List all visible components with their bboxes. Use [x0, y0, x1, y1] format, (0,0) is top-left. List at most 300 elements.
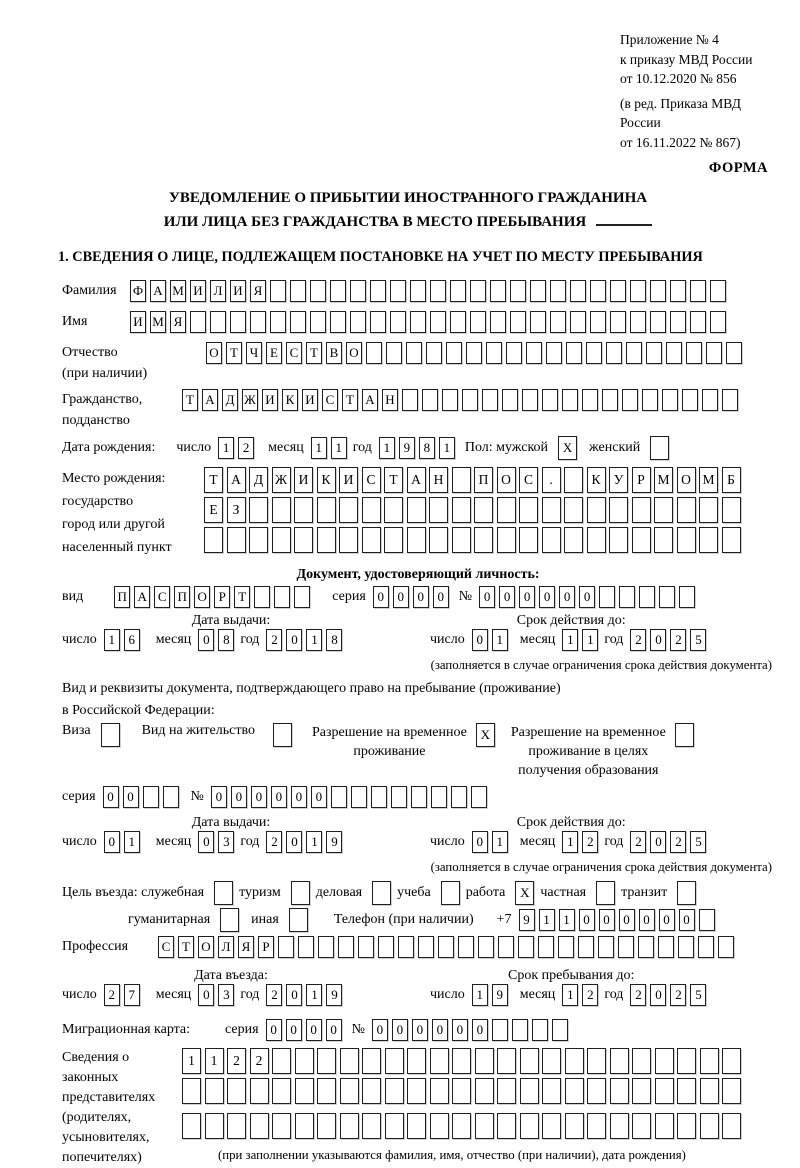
- char-cell[interactable]: [451, 786, 467, 808]
- char-cell[interactable]: О: [497, 467, 516, 493]
- char-cell[interactable]: Н: [429, 467, 448, 493]
- char-cell[interactable]: Ч: [246, 342, 262, 364]
- char-cell[interactable]: [430, 1048, 449, 1074]
- char-cell[interactable]: 2: [670, 831, 686, 853]
- char-cell[interactable]: [362, 1078, 381, 1104]
- char-cell[interactable]: [510, 280, 526, 302]
- char-cell[interactable]: 3: [218, 831, 234, 853]
- char-cell[interactable]: [490, 280, 506, 302]
- char-cell[interactable]: 0: [650, 984, 666, 1006]
- char-cell[interactable]: [249, 497, 268, 523]
- char-cell[interactable]: [486, 342, 502, 364]
- char-cell[interactable]: [587, 1048, 606, 1074]
- char-cell[interactable]: [272, 1048, 291, 1074]
- char-cell[interactable]: Т: [178, 936, 194, 958]
- char-cell[interactable]: [632, 1078, 651, 1104]
- char-cell[interactable]: [654, 527, 673, 553]
- char-cell[interactable]: 0: [393, 586, 409, 608]
- char-cell[interactable]: [670, 280, 686, 302]
- char-cell[interactable]: 0: [311, 786, 327, 808]
- char-cell[interactable]: 0: [639, 909, 655, 931]
- char-cell[interactable]: [530, 280, 546, 302]
- char-cell[interactable]: [418, 936, 434, 958]
- char-cell[interactable]: Д: [249, 467, 268, 493]
- char-cell[interactable]: 6: [124, 629, 140, 651]
- char-cell[interactable]: 0: [599, 909, 615, 931]
- char-cell[interactable]: 2: [266, 629, 282, 651]
- char-cell[interactable]: 0: [286, 629, 302, 651]
- char-cell[interactable]: 2: [630, 629, 646, 651]
- char-cell[interactable]: [659, 586, 675, 608]
- char-cell[interactable]: [390, 280, 406, 302]
- char-cell[interactable]: [452, 467, 471, 493]
- char-cell[interactable]: [655, 1113, 674, 1139]
- char-cell[interactable]: 2: [630, 984, 646, 1006]
- char-cell[interactable]: 9: [326, 831, 342, 853]
- char-cell[interactable]: [452, 1078, 471, 1104]
- char-cell[interactable]: Е: [266, 342, 282, 364]
- char-cell[interactable]: [272, 497, 291, 523]
- char-cell[interactable]: 0: [579, 586, 595, 608]
- char-cell[interactable]: [227, 527, 246, 553]
- char-cell[interactable]: [646, 342, 662, 364]
- char-cell[interactable]: [446, 342, 462, 364]
- purpose-official-checkbox[interactable]: [214, 881, 233, 905]
- char-cell[interactable]: 1: [104, 629, 120, 651]
- char-cell[interactable]: С: [362, 467, 381, 493]
- char-cell[interactable]: [450, 280, 466, 302]
- char-cell[interactable]: 1: [182, 1048, 201, 1074]
- char-cell[interactable]: 1: [492, 629, 508, 651]
- char-cell[interactable]: [639, 586, 655, 608]
- char-cell[interactable]: 0: [326, 1019, 342, 1041]
- char-cell[interactable]: [362, 1113, 381, 1139]
- char-cell[interactable]: [606, 342, 622, 364]
- char-cell[interactable]: 8: [218, 629, 234, 651]
- char-cell[interactable]: [272, 527, 291, 553]
- char-cell[interactable]: [565, 1048, 584, 1074]
- char-cell[interactable]: К: [282, 389, 298, 411]
- char-cell[interactable]: [598, 936, 614, 958]
- char-cell[interactable]: [722, 1113, 741, 1139]
- char-cell[interactable]: Н: [382, 389, 398, 411]
- char-cell[interactable]: 1: [205, 1048, 224, 1074]
- char-cell[interactable]: [564, 527, 583, 553]
- char-cell[interactable]: 1: [472, 984, 488, 1006]
- char-cell[interactable]: [422, 389, 438, 411]
- char-cell[interactable]: И: [190, 280, 206, 302]
- char-cell[interactable]: П: [114, 586, 130, 608]
- char-cell[interactable]: А: [407, 467, 426, 493]
- char-cell[interactable]: С: [519, 467, 538, 493]
- char-cell[interactable]: [650, 280, 666, 302]
- temp-residence-education-checkbox[interactable]: [675, 723, 694, 747]
- char-cell[interactable]: Т: [234, 586, 250, 608]
- char-cell[interactable]: 0: [433, 586, 449, 608]
- char-cell[interactable]: Т: [384, 467, 403, 493]
- char-cell[interactable]: [470, 311, 486, 333]
- char-cell[interactable]: М: [150, 311, 166, 333]
- char-cell[interactable]: Т: [204, 467, 223, 493]
- char-cell[interactable]: 0: [104, 831, 120, 853]
- char-cell[interactable]: [562, 389, 578, 411]
- char-cell[interactable]: [339, 527, 358, 553]
- char-cell[interactable]: [411, 786, 427, 808]
- char-cell[interactable]: [204, 527, 223, 553]
- char-cell[interactable]: [317, 527, 336, 553]
- char-cell[interactable]: .: [542, 467, 561, 493]
- char-cell[interactable]: С: [286, 342, 302, 364]
- char-cell[interactable]: [471, 786, 487, 808]
- char-cell[interactable]: [295, 1113, 314, 1139]
- char-cell[interactable]: 1: [562, 831, 578, 853]
- char-cell[interactable]: [362, 527, 381, 553]
- purpose-work-checkbox[interactable]: X: [515, 881, 534, 905]
- char-cell[interactable]: Е: [204, 497, 223, 523]
- char-cell[interactable]: [702, 389, 718, 411]
- char-cell[interactable]: [430, 1113, 449, 1139]
- char-cell[interactable]: 0: [539, 586, 555, 608]
- char-cell[interactable]: 0: [372, 1019, 388, 1041]
- char-cell[interactable]: [340, 1048, 359, 1074]
- char-cell[interactable]: [610, 1078, 629, 1104]
- char-cell[interactable]: [706, 342, 722, 364]
- char-cell[interactable]: А: [202, 389, 218, 411]
- char-cell[interactable]: 0: [413, 586, 429, 608]
- char-cell[interactable]: [385, 1113, 404, 1139]
- char-cell[interactable]: 2: [670, 629, 686, 651]
- char-cell[interactable]: [317, 1113, 336, 1139]
- char-cell[interactable]: 0: [432, 1019, 448, 1041]
- char-cell[interactable]: [587, 1078, 606, 1104]
- char-cell[interactable]: [407, 1078, 426, 1104]
- char-cell[interactable]: [371, 786, 387, 808]
- char-cell[interactable]: [686, 342, 702, 364]
- char-cell[interactable]: [526, 342, 542, 364]
- char-cell[interactable]: [452, 1048, 471, 1074]
- char-cell[interactable]: [550, 280, 566, 302]
- char-cell[interactable]: [143, 786, 159, 808]
- char-cell[interactable]: [502, 389, 518, 411]
- char-cell[interactable]: [230, 311, 246, 333]
- char-cell[interactable]: 1: [559, 909, 575, 931]
- char-cell[interactable]: [677, 1078, 696, 1104]
- char-cell[interactable]: 0: [103, 786, 119, 808]
- purpose-tourism-checkbox[interactable]: [291, 881, 310, 905]
- char-cell[interactable]: Л: [210, 280, 226, 302]
- char-cell[interactable]: 1: [539, 909, 555, 931]
- char-cell[interactable]: 0: [650, 629, 666, 651]
- char-cell[interactable]: Я: [170, 311, 186, 333]
- char-cell[interactable]: [630, 280, 646, 302]
- char-cell[interactable]: 0: [198, 984, 214, 1006]
- char-cell[interactable]: [506, 342, 522, 364]
- char-cell[interactable]: 0: [452, 1019, 468, 1041]
- char-cell[interactable]: [618, 936, 634, 958]
- char-cell[interactable]: 2: [104, 984, 120, 1006]
- char-cell[interactable]: [250, 311, 266, 333]
- char-cell[interactable]: [677, 497, 696, 523]
- char-cell[interactable]: [630, 311, 646, 333]
- char-cell[interactable]: [406, 342, 422, 364]
- purpose-other-checkbox[interactable]: [289, 908, 308, 932]
- char-cell[interactable]: [295, 1078, 314, 1104]
- char-cell[interactable]: [254, 586, 270, 608]
- char-cell[interactable]: Л: [218, 936, 234, 958]
- char-cell[interactable]: С: [322, 389, 338, 411]
- char-cell[interactable]: [475, 1078, 494, 1104]
- char-cell[interactable]: 1: [218, 437, 234, 459]
- char-cell[interactable]: [402, 389, 418, 411]
- char-cell[interactable]: [362, 1048, 381, 1074]
- purpose-humanitarian-checkbox[interactable]: [220, 908, 239, 932]
- char-cell[interactable]: 0: [198, 629, 214, 651]
- char-cell[interactable]: [227, 1078, 246, 1104]
- char-cell[interactable]: 2: [670, 984, 686, 1006]
- char-cell[interactable]: 1: [306, 831, 322, 853]
- char-cell[interactable]: [270, 311, 286, 333]
- char-cell[interactable]: [677, 1113, 696, 1139]
- char-cell[interactable]: [658, 936, 674, 958]
- char-cell[interactable]: [386, 342, 402, 364]
- char-cell[interactable]: 0: [291, 786, 307, 808]
- char-cell[interactable]: Д: [222, 389, 238, 411]
- char-cell[interactable]: [340, 1078, 359, 1104]
- char-cell[interactable]: [546, 342, 562, 364]
- char-cell[interactable]: [632, 527, 651, 553]
- char-cell[interactable]: [490, 311, 506, 333]
- char-cell[interactable]: [407, 1048, 426, 1074]
- char-cell[interactable]: 0: [392, 1019, 408, 1041]
- char-cell[interactable]: [632, 1113, 651, 1139]
- char-cell[interactable]: 2: [630, 831, 646, 853]
- char-cell[interactable]: О: [346, 342, 362, 364]
- char-cell[interactable]: [410, 311, 426, 333]
- char-cell[interactable]: [662, 389, 678, 411]
- char-cell[interactable]: [430, 311, 446, 333]
- char-cell[interactable]: [520, 1048, 539, 1074]
- char-cell[interactable]: Ф: [130, 280, 146, 302]
- purpose-study-checkbox[interactable]: [441, 881, 460, 905]
- residence-permit-checkbox[interactable]: [273, 723, 292, 747]
- char-cell[interactable]: [542, 497, 561, 523]
- char-cell[interactable]: [710, 280, 726, 302]
- char-cell[interactable]: [163, 786, 179, 808]
- char-cell[interactable]: [497, 527, 516, 553]
- char-cell[interactable]: [462, 389, 478, 411]
- char-cell[interactable]: [190, 311, 206, 333]
- char-cell[interactable]: [542, 1048, 561, 1074]
- char-cell[interactable]: 0: [286, 831, 302, 853]
- char-cell[interactable]: 9: [326, 984, 342, 1006]
- char-cell[interactable]: [552, 1019, 568, 1041]
- char-cell[interactable]: 1: [306, 984, 322, 1006]
- char-cell[interactable]: [385, 1048, 404, 1074]
- char-cell[interactable]: [482, 389, 498, 411]
- char-cell[interactable]: [290, 311, 306, 333]
- male-checkbox[interactable]: X: [558, 436, 577, 460]
- char-cell[interactable]: [384, 497, 403, 523]
- char-cell[interactable]: И: [230, 280, 246, 302]
- char-cell[interactable]: 0: [472, 629, 488, 651]
- char-cell[interactable]: 0: [198, 831, 214, 853]
- char-cell[interactable]: Т: [226, 342, 242, 364]
- char-cell[interactable]: [565, 1078, 584, 1104]
- char-cell[interactable]: [474, 527, 493, 553]
- char-cell[interactable]: [632, 497, 651, 523]
- char-cell[interactable]: Я: [250, 280, 266, 302]
- char-cell[interactable]: [565, 1113, 584, 1139]
- char-cell[interactable]: [609, 527, 628, 553]
- char-cell[interactable]: И: [302, 389, 318, 411]
- visa-checkbox[interactable]: [101, 723, 120, 747]
- char-cell[interactable]: [722, 389, 738, 411]
- char-cell[interactable]: [550, 311, 566, 333]
- char-cell[interactable]: [512, 1019, 528, 1041]
- char-cell[interactable]: [458, 936, 474, 958]
- char-cell[interactable]: Ж: [272, 467, 291, 493]
- char-cell[interactable]: [655, 1048, 674, 1074]
- char-cell[interactable]: Т: [306, 342, 322, 364]
- char-cell[interactable]: 0: [412, 1019, 428, 1041]
- char-cell[interactable]: [249, 527, 268, 553]
- char-cell[interactable]: 0: [123, 786, 139, 808]
- char-cell[interactable]: 0: [650, 831, 666, 853]
- char-cell[interactable]: 0: [579, 909, 595, 931]
- char-cell[interactable]: [205, 1078, 224, 1104]
- char-cell[interactable]: М: [170, 280, 186, 302]
- char-cell[interactable]: [570, 311, 586, 333]
- char-cell[interactable]: [558, 936, 574, 958]
- char-cell[interactable]: Т: [342, 389, 358, 411]
- char-cell[interactable]: 9: [492, 984, 508, 1006]
- char-cell[interactable]: [339, 497, 358, 523]
- char-cell[interactable]: 1: [124, 831, 140, 853]
- char-cell[interactable]: [295, 1048, 314, 1074]
- char-cell[interactable]: [610, 1113, 629, 1139]
- char-cell[interactable]: 0: [472, 831, 488, 853]
- char-cell[interactable]: [182, 1078, 201, 1104]
- char-cell[interactable]: [690, 311, 706, 333]
- char-cell[interactable]: [350, 280, 366, 302]
- char-cell[interactable]: [519, 497, 538, 523]
- char-cell[interactable]: [358, 936, 374, 958]
- char-cell[interactable]: 9: [519, 909, 535, 931]
- char-cell[interactable]: [677, 527, 696, 553]
- char-cell[interactable]: 0: [286, 1019, 302, 1041]
- char-cell[interactable]: [227, 1113, 246, 1139]
- char-cell[interactable]: [450, 311, 466, 333]
- char-cell[interactable]: 2: [227, 1048, 246, 1074]
- char-cell[interactable]: 0: [659, 909, 675, 931]
- purpose-transit-checkbox[interactable]: [677, 881, 696, 905]
- char-cell[interactable]: 0: [373, 586, 389, 608]
- char-cell[interactable]: О: [198, 936, 214, 958]
- char-cell[interactable]: Т: [182, 389, 198, 411]
- char-cell[interactable]: [478, 936, 494, 958]
- char-cell[interactable]: 0: [286, 984, 302, 1006]
- char-cell[interactable]: [700, 1113, 719, 1139]
- char-cell[interactable]: 1: [562, 984, 578, 1006]
- char-cell[interactable]: [338, 936, 354, 958]
- char-cell[interactable]: [578, 936, 594, 958]
- char-cell[interactable]: [497, 1048, 516, 1074]
- char-cell[interactable]: [632, 1048, 651, 1074]
- char-cell[interactable]: О: [194, 586, 210, 608]
- char-cell[interactable]: [294, 586, 310, 608]
- char-cell[interactable]: [586, 342, 602, 364]
- char-cell[interactable]: [655, 1078, 674, 1104]
- char-cell[interactable]: П: [474, 467, 493, 493]
- char-cell[interactable]: 1: [582, 629, 598, 651]
- char-cell[interactable]: [610, 280, 626, 302]
- char-cell[interactable]: 1: [306, 629, 322, 651]
- char-cell[interactable]: 5: [690, 629, 706, 651]
- char-cell[interactable]: М: [654, 467, 673, 493]
- char-cell[interactable]: [426, 342, 442, 364]
- char-cell[interactable]: 2: [250, 1048, 269, 1074]
- char-cell[interactable]: 0: [619, 909, 635, 931]
- char-cell[interactable]: [726, 342, 742, 364]
- char-cell[interactable]: 1: [492, 831, 508, 853]
- char-cell[interactable]: [678, 936, 694, 958]
- char-cell[interactable]: [698, 936, 714, 958]
- char-cell[interactable]: И: [339, 467, 358, 493]
- char-cell[interactable]: [498, 936, 514, 958]
- char-cell[interactable]: Ж: [242, 389, 258, 411]
- char-cell[interactable]: [609, 497, 628, 523]
- char-cell[interactable]: [610, 311, 626, 333]
- char-cell[interactable]: С: [158, 936, 174, 958]
- char-cell[interactable]: [566, 342, 582, 364]
- char-cell[interactable]: А: [150, 280, 166, 302]
- purpose-business-checkbox[interactable]: [372, 881, 391, 905]
- char-cell[interactable]: [429, 497, 448, 523]
- char-cell[interactable]: 0: [251, 786, 267, 808]
- char-cell[interactable]: [699, 909, 715, 931]
- char-cell[interactable]: [538, 936, 554, 958]
- char-cell[interactable]: [570, 280, 586, 302]
- char-cell[interactable]: [250, 1078, 269, 1104]
- char-cell[interactable]: [532, 1019, 548, 1041]
- char-cell[interactable]: [385, 1078, 404, 1104]
- char-cell[interactable]: [582, 389, 598, 411]
- char-cell[interactable]: [350, 311, 366, 333]
- char-cell[interactable]: [210, 311, 226, 333]
- char-cell[interactable]: 5: [690, 831, 706, 853]
- char-cell[interactable]: [722, 527, 741, 553]
- char-cell[interactable]: [290, 280, 306, 302]
- char-cell[interactable]: 5: [690, 984, 706, 1006]
- char-cell[interactable]: [317, 497, 336, 523]
- char-cell[interactable]: [564, 497, 583, 523]
- char-cell[interactable]: [272, 1113, 291, 1139]
- char-cell[interactable]: Я: [238, 936, 254, 958]
- char-cell[interactable]: 2: [266, 984, 282, 1006]
- char-cell[interactable]: [654, 497, 673, 523]
- char-cell[interactable]: [390, 311, 406, 333]
- char-cell[interactable]: [699, 527, 718, 553]
- char-cell[interactable]: [317, 1048, 336, 1074]
- char-cell[interactable]: [384, 527, 403, 553]
- char-cell[interactable]: [690, 280, 706, 302]
- char-cell[interactable]: 1: [379, 437, 395, 459]
- char-cell[interactable]: [520, 1113, 539, 1139]
- char-cell[interactable]: [318, 936, 334, 958]
- char-cell[interactable]: [587, 1113, 606, 1139]
- char-cell[interactable]: [310, 280, 326, 302]
- char-cell[interactable]: [452, 527, 471, 553]
